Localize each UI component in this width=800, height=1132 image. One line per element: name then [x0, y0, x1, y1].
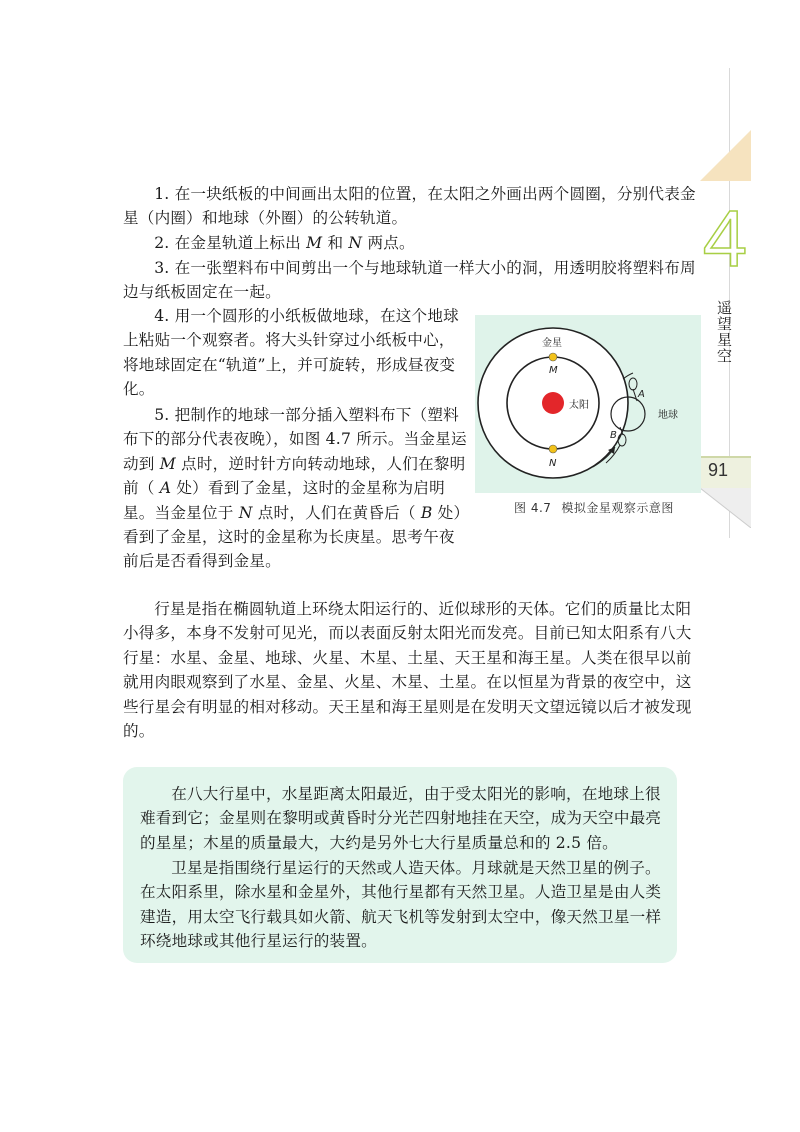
sun-dot: [542, 392, 564, 414]
venus-label: 金星: [542, 338, 562, 349]
step-5-text-c: 处）看到了金星，这时的金星称为启明星。当金星位于: [123, 479, 445, 522]
step-5-b: B: [420, 503, 433, 522]
venus-observation-figure: [475, 315, 701, 493]
m-label: M: [549, 365, 558, 376]
step-2-text-a: 2. 在金星轨道上标出: [154, 234, 307, 252]
earth-label: 地球: [658, 410, 678, 421]
figure-diagram: [475, 315, 701, 493]
figure-caption-text: 模拟金星观察示意图: [561, 501, 674, 515]
step-5-text-a: 5. 把制作的地球一部分插入塑料布下（塑料布下的部分代表夜晚），如图 4.7 所示。当金星运动到: [123, 406, 467, 473]
chapter-title: 遥望星空: [715, 300, 733, 364]
venus-point-m: [549, 353, 557, 361]
step-5-text-b: 点时，逆时针方向转动地球，人们在黎明前（: [123, 454, 466, 498]
figure-caption: [514, 499, 674, 516]
b-label: B: [610, 430, 617, 441]
point-n-label: N: [348, 234, 363, 252]
step-2-text-b: 和: [322, 234, 349, 252]
a-label: A: [638, 389, 645, 400]
body-paragraph: 行星是指在椭圆轨道上环绕太阳运行的、近似球形的天体。它们的质量比太阳小得多，本身不发射可见光，而以表面反射太阳光而发亮。目前已知太阳系有八大行星：水星、金星、地球、火星、木星、土星、天王星和海王星。人类在很早以前就用肉眼观察到了水星、金星、火星、木星、土星。在以恒星为背景的夜空中，这些行星会有明显的相对移动。天王星和海王星则是在发明天文望远镜以后才被发现的。: [123, 600, 692, 741]
figure-caption-number: 图 4.7: [514, 501, 552, 515]
note-paragraph-2: 卫星是指围绕行星运行的天然或人造天体。月球就是天然卫星的例子。在太阳系里，除水星和金星外，其他行星都有天然卫星。人造卫星是由人类建造，用太空飞行载具如火箭、航天飞机等发射到太空中，像天然卫星一样环绕地球或其他行星运行的装置。: [140, 859, 662, 951]
page-number-tab-rule: [700, 456, 751, 458]
sun-label: 太阳: [569, 400, 589, 411]
page-corner-fold: [700, 488, 751, 528]
step-5-n: N: [238, 503, 253, 522]
step-5-text-e: 处）看到了金星，这时的金星称为长庚星。思考午夜前后是否看得到金星。: [123, 503, 462, 571]
point-m-label: M: [306, 234, 323, 252]
page-number: 91: [708, 460, 729, 480]
step-5-m: M: [159, 454, 176, 473]
chapter-number: 4: [702, 194, 748, 283]
step-5-text-d: 点时，人们在黄昏后（: [252, 503, 421, 522]
step-4: 4. 用一个圆形的小纸板做地球，在这个地球上粘贴一个观察者。将大头针穿过小纸板中心，将地球固定在“轨道”上，并可旋转，形成昼夜变化。: [123, 307, 459, 399]
venus-point-n: [549, 445, 557, 453]
step-2-text-c: 两点。: [362, 234, 415, 252]
step-5-a: A: [159, 479, 172, 498]
step-1: 1. 在一块纸板的中间画出太阳的位置，在太阳之外画出两个圆圈，分别代表金星（内圈）和地球（外圈）的公转轨道。: [123, 185, 696, 228]
step-2: [123, 231, 699, 255]
earth-position-top: [629, 378, 637, 390]
n-label: N: [549, 458, 557, 469]
earth-axis-top: [633, 389, 637, 401]
note-paragraph-1: 在八大行星中，水星距离太阳最近，由于受太阳光的影响，在地球上很难看到它；金星则在黎明或黄昏时分光芒四射地挂在天空，成为天空中最亮的星星；木星的质量最大，大约是另外七大行星质量总和的 2.5 倍。: [140, 785, 662, 852]
chapter-corner-triangle: [700, 130, 751, 181]
step-3: 3. 在一张塑料布中间剪出一个与地球轨道一样大小的洞，用透明胶将塑料布周边与纸板固定在一起。: [123, 259, 696, 302]
step-5: [123, 403, 467, 574]
earth-position-bottom: [618, 434, 626, 446]
